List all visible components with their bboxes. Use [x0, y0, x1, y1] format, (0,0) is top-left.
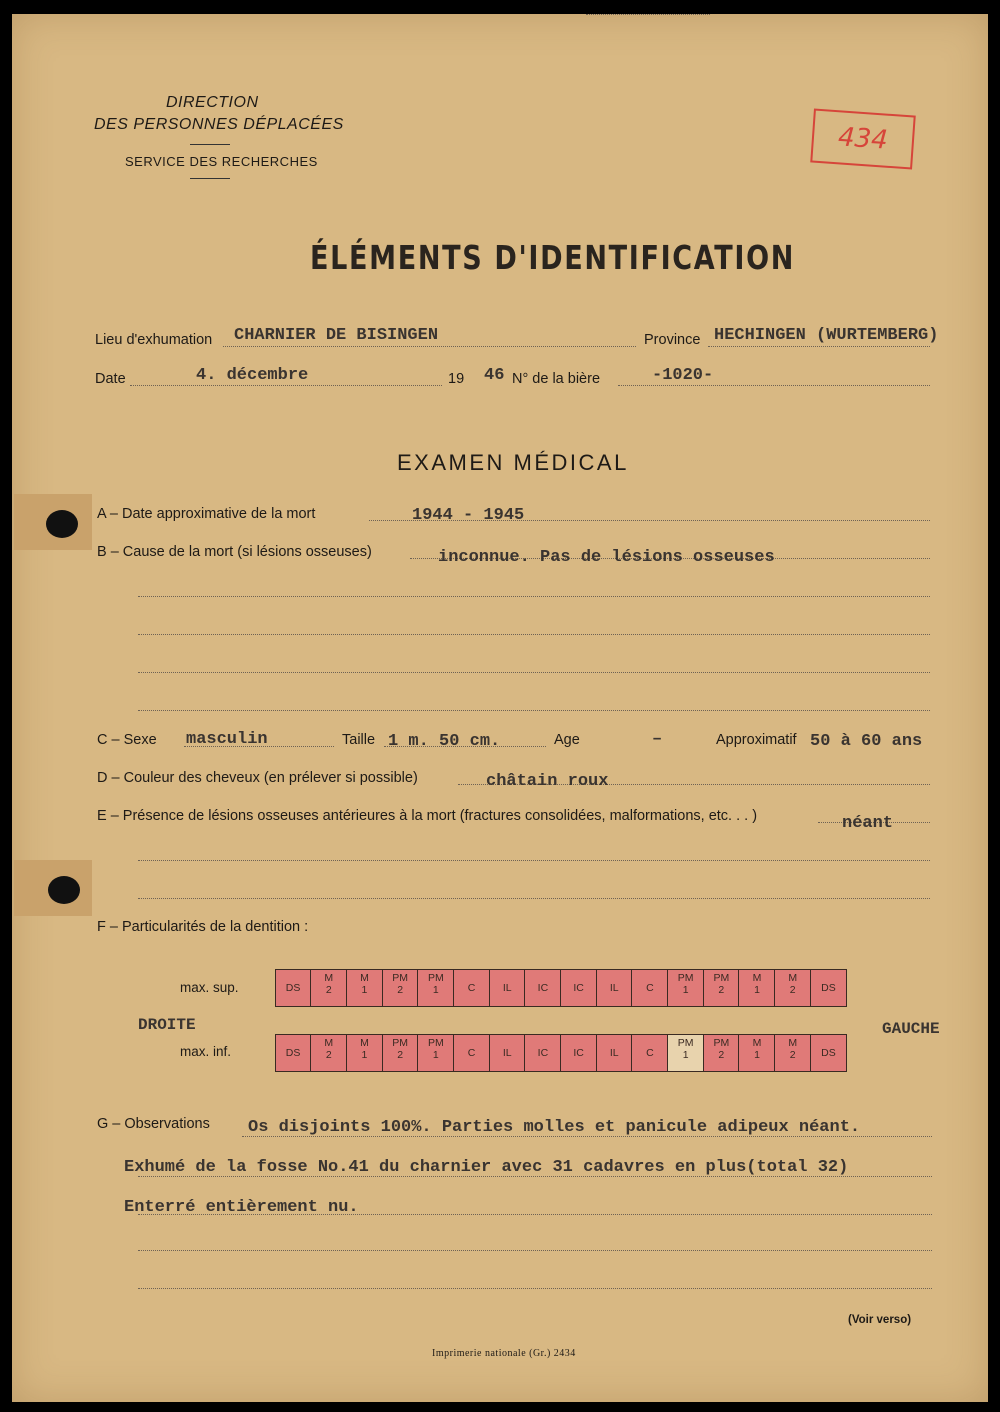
- observation-line-3: Enterré entièrement nu.: [124, 1198, 359, 1217]
- taille-label: Taille: [342, 732, 376, 748]
- lower-tooth: [560, 1034, 597, 1072]
- tooth-code: PM 2: [392, 1037, 409, 1061]
- upper-tooth: [774, 969, 811, 1007]
- lower-dentition-chart: [276, 1034, 847, 1072]
- year-value: 46: [484, 366, 505, 385]
- tooth-code: PM 2: [713, 972, 730, 996]
- dotted-line: [708, 346, 930, 347]
- lower-tooth: [810, 1034, 847, 1072]
- approx-label: Approximatif: [716, 732, 797, 748]
- header-department: DES PERSONNES DÉPLACÉES: [94, 116, 344, 133]
- d-label: D – Couleur des cheveux (en prélever si possible): [97, 770, 418, 786]
- tooth-code: M 2: [788, 972, 798, 996]
- upper-tooth: [382, 969, 419, 1007]
- lower-tooth: [346, 1034, 383, 1072]
- tooth-code: C: [467, 1047, 476, 1059]
- reference-stamp: 434: [810, 109, 916, 170]
- tooth-code: IC: [537, 1047, 549, 1059]
- lieu-label: Lieu d'exhumation: [95, 332, 213, 348]
- header-rule: [190, 178, 230, 179]
- tooth-code: IL: [502, 982, 512, 994]
- upper-tooth: [346, 969, 383, 1007]
- upper-tooth: [667, 969, 704, 1007]
- dotted-line: [138, 710, 930, 711]
- upper-tooth: [560, 969, 597, 1007]
- b-label: B – Cause de la mort (si lésions osseuses): [97, 544, 372, 560]
- dotted-line: [586, 14, 710, 15]
- tooth-code: M 1: [360, 1037, 369, 1061]
- dotted-line: [138, 860, 930, 861]
- lower-tooth: [310, 1034, 347, 1072]
- approx-value: 50 à 60 ans: [810, 732, 923, 751]
- document-title: ÉLÉMENTS D'IDENTIFICATION: [310, 238, 796, 277]
- tooth-code: C: [646, 982, 654, 994]
- dotted-line: [130, 385, 442, 386]
- lower-tooth: [417, 1034, 454, 1072]
- punch-hole: [46, 510, 78, 538]
- lower-tooth: [667, 1034, 704, 1072]
- tooth-code: PM 1: [427, 972, 444, 996]
- tooth-code: M 2: [324, 972, 334, 996]
- header-service: SERVICE DES RECHERCHES: [125, 154, 318, 169]
- tooth-code: IL: [609, 982, 619, 994]
- dotted-line: [223, 346, 636, 347]
- tooth-code: M 2: [788, 1037, 798, 1061]
- observation-line-2: Exhumé de la fosse No.41 du charnier avec 31 cadavres en plus(total 32): [124, 1158, 849, 1177]
- dotted-line: [138, 1250, 932, 1251]
- tooth-code: M 1: [752, 972, 762, 996]
- sexe-value: masculin: [186, 730, 268, 749]
- f-label: F – Particularités de la dentition :: [97, 919, 309, 935]
- tooth-code: PM 1: [427, 1037, 444, 1061]
- date-value: 4. décembre: [196, 366, 309, 385]
- tooth-code: DS: [285, 982, 301, 994]
- e-value: néant: [842, 814, 894, 833]
- upper-tooth: [596, 969, 633, 1007]
- upper-tooth: [631, 969, 668, 1007]
- date-label: Date: [95, 371, 126, 387]
- lower-tooth: [631, 1034, 668, 1072]
- taille-value: 1 m. 50 cm.: [388, 732, 501, 751]
- lower-tooth: [524, 1034, 561, 1072]
- lower-tooth: [382, 1034, 419, 1072]
- upper-tooth: [703, 969, 740, 1007]
- printer-footer: Imprimerie nationale (Gr.) 2434: [432, 1348, 576, 1359]
- upper-tooth: [810, 969, 847, 1007]
- dotted-line: [138, 672, 930, 673]
- lower-tooth: [453, 1034, 490, 1072]
- header-direction: DIRECTION: [166, 94, 259, 111]
- tooth-code: DS: [285, 1047, 301, 1059]
- tooth-code: PM 2: [713, 1037, 730, 1061]
- lower-tooth: [275, 1034, 312, 1072]
- upper-tooth: [417, 969, 454, 1007]
- tooth-code: IC: [537, 982, 549, 994]
- tooth-code: DS: [821, 1047, 836, 1059]
- biere-value: -1020-: [652, 366, 714, 385]
- tooth-code: DS: [821, 982, 836, 994]
- dotted-line: [138, 596, 930, 597]
- max-sup-label: max. sup.: [180, 980, 239, 995]
- tooth-code: IC: [573, 1047, 584, 1059]
- province-value: HECHINGEN (WURTEMBERG): [714, 326, 939, 345]
- tooth-code: M 1: [752, 1037, 762, 1061]
- upper-tooth: [275, 969, 312, 1007]
- d-value: châtain roux: [486, 772, 609, 791]
- upper-tooth: [453, 969, 490, 1007]
- upper-dentition-chart: [276, 969, 847, 1007]
- tooth-code: IL: [609, 1047, 619, 1059]
- g-label: G – Observations: [97, 1116, 210, 1132]
- biere-label: N° de la bière: [512, 371, 601, 387]
- tooth-code: PM 1: [677, 972, 694, 996]
- dotted-line: [138, 898, 930, 899]
- punch-hole: [48, 876, 80, 904]
- tooth-code: IL: [502, 1047, 512, 1059]
- lower-tooth: [774, 1034, 811, 1072]
- tooth-code: M 1: [360, 972, 369, 996]
- upper-tooth: [524, 969, 561, 1007]
- lower-tooth: [596, 1034, 633, 1072]
- lower-tooth: [738, 1034, 775, 1072]
- e-label: E – Présence de lésions osseuses antérieures à la mort (fractures consolidées, malformations, etc. . . ): [97, 808, 758, 824]
- max-inf-label: max. inf.: [180, 1044, 232, 1059]
- form-sheet: [12, 14, 988, 1402]
- dotted-line: [618, 385, 930, 386]
- observation-line-1: Os disjoints 100%. Parties molles et panicule adipeux néant.: [248, 1118, 861, 1137]
- tooth-code: C: [646, 1047, 654, 1059]
- a-value: 1944 - 1945: [412, 506, 525, 525]
- voir-verso-note: (Voir verso): [848, 1314, 912, 1326]
- tooth-code: PM 1: [677, 1037, 694, 1061]
- dotted-line: [138, 1288, 932, 1289]
- c-label: C – Sexe: [97, 732, 157, 748]
- age-value: –: [652, 730, 663, 749]
- lieu-value: CHARNIER DE BISINGEN: [234, 326, 439, 345]
- dotted-line: [138, 634, 930, 635]
- tooth-code: C: [467, 982, 476, 994]
- tooth-code: PM 2: [392, 972, 409, 996]
- header-rule: [190, 144, 230, 145]
- a-label: A – Date approximative de la mort: [97, 506, 316, 522]
- b-value: inconnue. Pas de lésions osseuses: [438, 548, 775, 567]
- section-title: EXAMEN MÉDICAL: [397, 450, 629, 475]
- tooth-code: IC: [573, 982, 584, 994]
- upper-tooth: [310, 969, 347, 1007]
- lower-tooth: [489, 1034, 526, 1072]
- droite-label: DROITE: [138, 1016, 196, 1034]
- tooth-code: M 2: [324, 1037, 334, 1061]
- province-label: Province: [644, 332, 701, 348]
- upper-tooth: [489, 969, 526, 1007]
- year-prefix: 19: [448, 371, 465, 387]
- lower-tooth: [703, 1034, 740, 1072]
- upper-tooth: [738, 969, 775, 1007]
- age-label: Age: [554, 732, 580, 748]
- gauche-label: GAUCHE: [882, 1020, 940, 1038]
